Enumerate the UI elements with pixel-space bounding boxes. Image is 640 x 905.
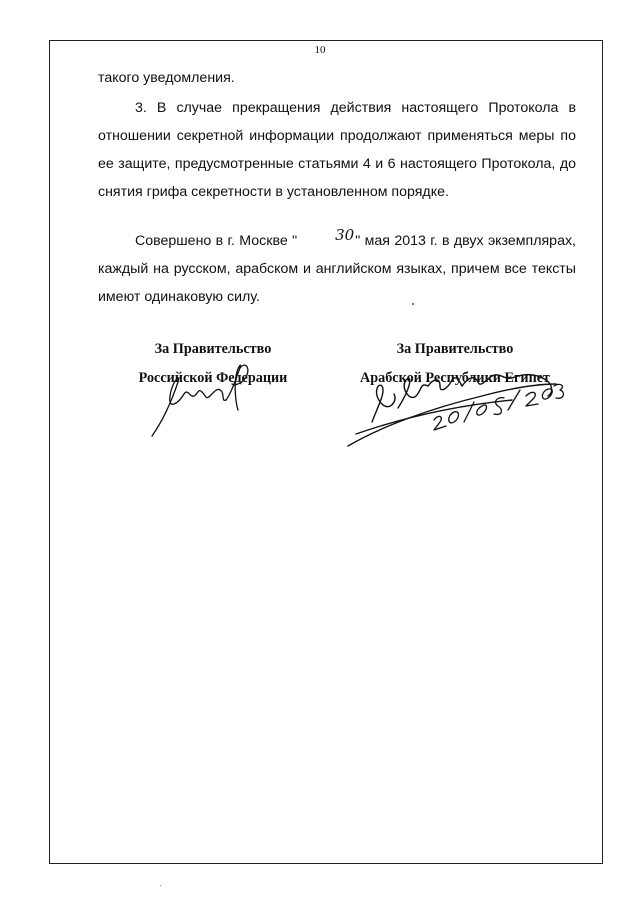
signature-title-line2: Арабской Республики Египет <box>359 370 551 386</box>
signature-title-line1: За Правительство <box>396 341 514 357</box>
handwritten-day: 30 <box>335 226 355 244</box>
paragraph-3: 3. В случае прекращения действия настоящего Протокола в отношении секретной информации продолжают применяться меры по ее защите, предусмотренные статьями 4 и 6 настоящего Протокола, до снятия грифа секретности в установленном порядке. <box>98 100 576 200</box>
text-continuation: такого уведомления. <box>98 70 235 86</box>
done-paragraph <box>98 226 576 311</box>
page-number: 10 <box>314 44 326 56</box>
handwritten-signature-egypt <box>342 356 572 452</box>
scan-speck <box>160 885 161 886</box>
handwritten-signature-russia <box>148 352 258 442</box>
done-text-before: Совершено в г. Москве " <box>135 233 298 249</box>
signature-title-line1: За Правительство <box>154 341 272 357</box>
done-text-after: " мая 2013 г. в двух экземплярах, каждый на русском, арабском и английском языках, причем все тексты имеют одинаковую силу. <box>98 233 576 305</box>
scan-speck <box>412 303 414 305</box>
signature-title-line2: Российской Федерации <box>138 370 288 386</box>
